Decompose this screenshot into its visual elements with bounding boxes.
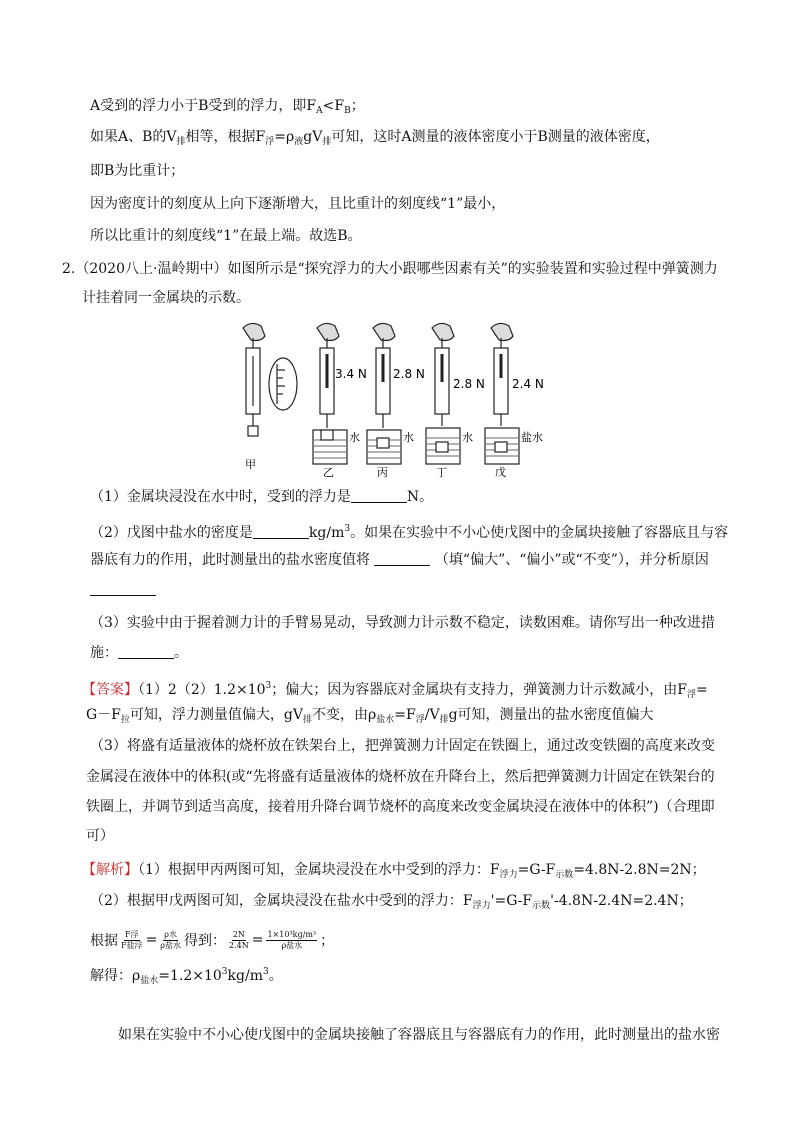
analysis-line-3: 根据 F浮 F盐浮 = ρ水 ρ盐水 得到： $\frac{2N}{2.4N}$ = 1×10³kg/m³ ρ盐水 ； — [90, 929, 335, 950]
reading-bing: 2.8 N — [393, 367, 425, 381]
reading-wu: 2.4 N — [512, 377, 544, 391]
caption-wu: 戊 — [495, 466, 506, 479]
caption-bing: 丙 — [377, 466, 388, 479]
liquid-bing: 水 — [403, 431, 414, 444]
setup-ding — [426, 323, 460, 464]
answer-blank — [253, 524, 309, 539]
setup-yi — [313, 323, 347, 464]
answer-blank — [351, 488, 407, 503]
fraction: 1×10³kg/m³ ρ盐水 — [267, 929, 317, 950]
fraction: $\frac{2N}{2.4N}$ — [229, 929, 249, 950]
prev-line-5: 所以比重计的刻度线“1”在最上端。故选B。 — [90, 228, 362, 244]
sub-question-2-line-2: 器底有力的作用，此时测量出的盐水密度值将 （填“偏大”、“偏小”或“不变”），并分析原因 — [90, 552, 709, 568]
prev-line-2: 如果A、B的$V_排$相等，根据$F_浮=\rho_液gV_排$可知，这时A测量的液体密度小于B测量的液体密度， — [90, 129, 660, 147]
prev-line-4: 因为密度计的刻度从上向下逐渐增大，且比重计的刻度线“1”最小， — [90, 196, 506, 212]
caption-jia: 甲 — [245, 458, 256, 471]
answer-line-2: $G-F_拉$可知，浮力测量值偏大，$gV_排$不变，由$\rho_{盐水}=F_浮/V_排g$可知，测量出的盐水密度值偏大 — [86, 707, 654, 725]
prev-line-1: A受到的浮力小于B受到的浮力，即$F_A<F_B$； — [90, 98, 365, 116]
answer-line-4: 金属浸在液体中的体积(或“先将盛有适量液体的烧杯放在升降台上，然后把弹簧测力计固定在铁架台的 — [86, 769, 715, 785]
setup-wu — [485, 323, 519, 464]
liquid-ding: 水 — [462, 431, 473, 444]
answer-line-6: 可） — [86, 828, 114, 844]
question-2-line-2: 计挂着同一金属块的示数。 — [82, 290, 250, 306]
sub-question-3-line-2: 施： 。 — [90, 645, 188, 661]
analysis-line-4: 解得：$\rho_{盐水}=1.2\times 10^3kg/m^3$。 — [90, 967, 283, 986]
answer-blank — [90, 581, 156, 596]
analysis-line-1: 【解析】（1）根据甲丙两图可知，金属块浸没在水中受到的浮力：$F_{浮力}=G-F_{示数}=4.8N-2.8N=2N$； — [82, 862, 706, 880]
analysis-tag: 【解析】 — [82, 862, 138, 878]
answer-line-1: 【答案】$(1)2(2)1.2\times 10^3$；偏大；因为容器底对金属块有支持力，弹簧测力计示数减小，由$F_浮=$ — [82, 681, 708, 700]
reading-ding: 2.8 N — [453, 377, 485, 391]
reading-yi: 3.4 N — [335, 367, 367, 381]
setup-bing — [367, 323, 401, 464]
setup-jia — [243, 323, 297, 436]
question-number: 2. — [62, 261, 76, 277]
analysis-line-5: 如果在实验中不小心使戊图中的金属块接触了容器底且与容器底有力的作用，此时测量出的盐水密 — [118, 1027, 720, 1043]
answer-line-5: 铁圈上，并调节到适当高度，接着用升降台调节烧杯的高度来改变金属块浸在液体中的体积”)（合理即 — [86, 799, 715, 815]
liquid-wu: 盐水 — [521, 431, 543, 444]
sub-question-3-line-1: （3）实验中由于握着测力计的手臂易晃动，导致测力计示数不稳定，读数困难。请你写出一种改进措 — [90, 615, 715, 631]
answer-line-3: （3）将盛有适量液体的烧杯放在铁架台上，把弹簧测力计固定在铁圈上，通过改变铁圈的高度来改变 — [90, 738, 715, 754]
analysis-line-2: （2）根据甲戊两图可知，金属块浸没在盐水中受到的浮力：$F_{浮力}'=G-F_{示数}'-4.8N-2.4N=2.4N$； — [90, 893, 693, 911]
answer-blank — [118, 644, 174, 659]
fraction: ρ水 ρ盐水 — [160, 929, 181, 950]
answer-blank — [374, 551, 430, 566]
question-2-line-1: 2.（2020八上·温岭期中）如图所示是“探究浮力的大小跟哪些因素有关”的实验装置和实验过程中弹簧测力 — [62, 261, 718, 277]
sub-question-2-line-1: （2）戊图中盐水的密度是 $kg/m^3$。如果在实验中不小心使戊图中的金属块接触了容器底且与容 — [90, 524, 729, 541]
caption-ding: 丁 — [436, 466, 447, 479]
sub-question-1: （1）金属块浸没在水中时，受到的浮力是 N。 — [90, 489, 434, 505]
sub-question-2-line-3 — [90, 580, 156, 600]
liquid-yi: 水 — [349, 431, 360, 444]
fraction: F浮 F盐浮 — [121, 929, 143, 950]
caption-yi: 乙 — [323, 466, 334, 479]
prev-line-3: 即B为比重计； — [90, 163, 185, 179]
experiment-figure — [225, 318, 565, 480]
answer-tag: 【答案】 — [82, 682, 138, 698]
